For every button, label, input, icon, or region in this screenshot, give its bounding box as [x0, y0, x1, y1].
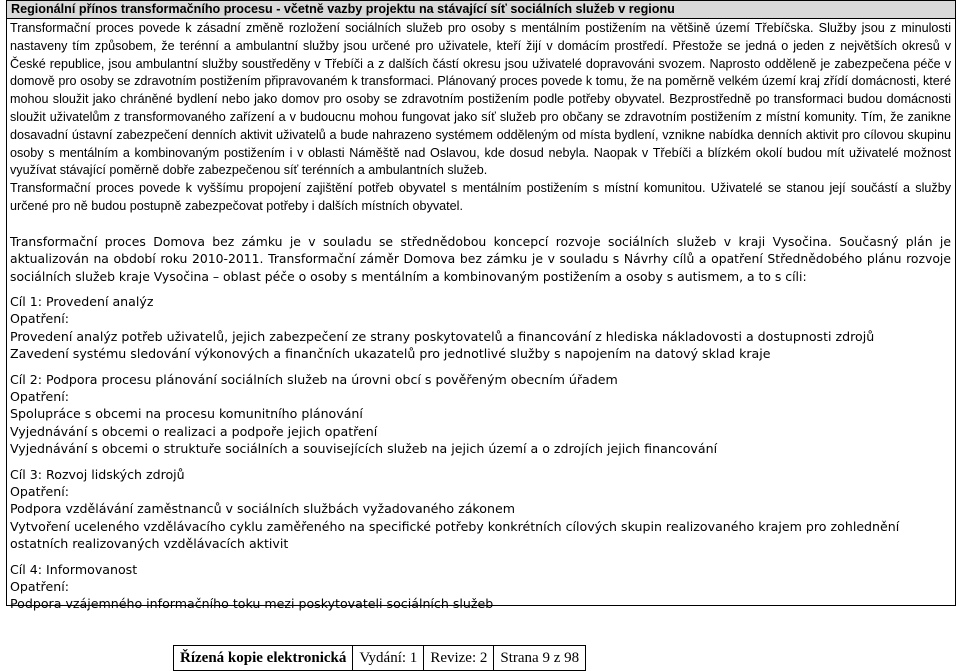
goal-title: Cíl 4: Informovanost	[10, 561, 138, 577]
goal-measure: Podpora vzdělávání zaměstnanců v sociálních službách vyžadovaného zákonem	[10, 501, 515, 517]
goal-measures-label: Opatření:	[10, 311, 69, 327]
goal-4	[10, 561, 951, 613]
goal-measure: Vyjednávání s obcemi o struktuře sociálních a souvisejících služeb na jejich území a o zdrojích jejich financování	[10, 441, 718, 457]
goal-1	[10, 293, 951, 363]
document-footer	[173, 645, 586, 671]
goal-measure: Zavedení systému sledování výkonových a finančních ukazatelů pro jednotlivé služby s napojením na datový sklad kraje	[10, 346, 771, 362]
goal-title: Cíl 1: Provedení analýz	[10, 293, 154, 309]
footer-copy-type: Řízená kopie elektronická	[174, 646, 353, 671]
footer-page-number: Strana 9 z 98	[494, 646, 586, 671]
goal-measures-label: Opatření:	[10, 579, 69, 595]
goal-measure: Vyjednávání s obcemi o realizaci a podpoře jejich opatření	[10, 423, 378, 439]
goal-title: Cíl 3: Rozvoj lidských zdrojů	[10, 466, 185, 482]
goal-2	[10, 371, 951, 458]
section-content	[10, 20, 951, 613]
goal-measures-label: Opatření:	[10, 484, 69, 500]
footer-revision: Revize: 2	[424, 646, 494, 671]
goal-title: Cíl 2: Podpora procesu plánování sociálních služeb na úrovni obcí s pověřeným obecním úřadem	[10, 371, 618, 387]
goal-measure: Spolupráce s obcemi na procesu komunitního plánování	[10, 406, 363, 422]
paragraph-strategy: Transformační proces Domova bez zámku je v souladu se střednědobou koncepcí rozvoje sociálních služeb v kraji Vysočina. Současný plán je aktualizován na období roku 2010-2011. Transformační záměr Domova bez zámku je v souladu s Návrhy cílů a opatření Střednědobého plánu rozvoje sociálních služeb kraje Vysočina – oblast péče o osoby s mentálním a kombinovaným postižením a osoby s autismem, a to s cíli:	[10, 233, 951, 284]
section-heading: Regionální přínos transformačního procesu - včetně vazby projektu na stávající síť sociálních služeb v regionu	[6, 0, 956, 19]
goal-measure: Vytvoření uceleného vzdělávacího cyklu zaměřeného na specifické potřeby konkrétních cílových skupin realizovaného krajem pro zohlednění ostatních realizovaných vzdělávacích aktivit	[10, 518, 900, 552]
paragraph-community: Transformační proces povede k vyššímu propojení zajištění potřeb obyvatel s mentálním postižením s místní komunitou. Uživatelé se stanou její součástí a služby určené pro ně budou postupně zabezpečovat potřeby i dalších místních obyvatel.	[10, 181, 951, 213]
goal-measures-label: Opatření:	[10, 389, 69, 405]
paragraph-regional-impact: Transformační proces povede k zásadní změně rozložení sociálních služeb pro osoby s mentálním postižením na většině území Třebíčska. Služby jsou z minulosti nastaveny tím způsobem, že terénní a ambulantní služby jsou určené pro uživatele, kteří žijí v domácím prostředí. Přestože se jedná o jeden z největších okresů v České republice, jsou ambulantní služby soustředěny v Třebíči a z dalších částí okresu jsou uživatelé dopravováni svozem. Naprosto odděleně je zabezpečena péče v domově pro osoby se zdravotním postižením připravovaném k transformaci. Plánovaný proces povede k tomu, že na poměrně velkém území kraj zřídí domácnosti, které mohou sloužit jako chráněné bydlení nebo jako domov pro osoby se zdravotním postižením podle potřeby obyvatel. Bezprostředně po transformaci budou domácnosti sloužit uživatelům z transformovaného zařízení a v budoucnu mohou fungovat jako síť služeb pro občany se zdravotním postižením z místní komunity. Tím, že zanikne dosavadní ústavní zabezpečení denních aktivit uživatelů a bude nahrazeno systémem odděleným od místa bydlení, vznikne nabídka denních aktivit pro cílovou skupinu osoby s mentálním a kombinovaným postižením i v oblasti Náměště nad Oslavou, kde dosud nebyla. Naopak v Třebíči a blízkém okolí budou mít uživatelé možnost využívat stávající poměrně dobře zabezpečenou síť terénních a ambulantních služeb.	[10, 21, 951, 178]
footer-edition: Vydání: 1	[353, 646, 424, 671]
goal-3	[10, 466, 951, 553]
goal-measure: Podpora vzájemného informačního toku mezi poskytovateli sociálních služeb	[10, 596, 494, 612]
goal-measure: Provedení analýz potřeb uživatelů, jejich zabezpečení ze strany poskytovatelů a financování z hlediska nákladovosti a dostupnosti zdrojů	[10, 328, 875, 344]
